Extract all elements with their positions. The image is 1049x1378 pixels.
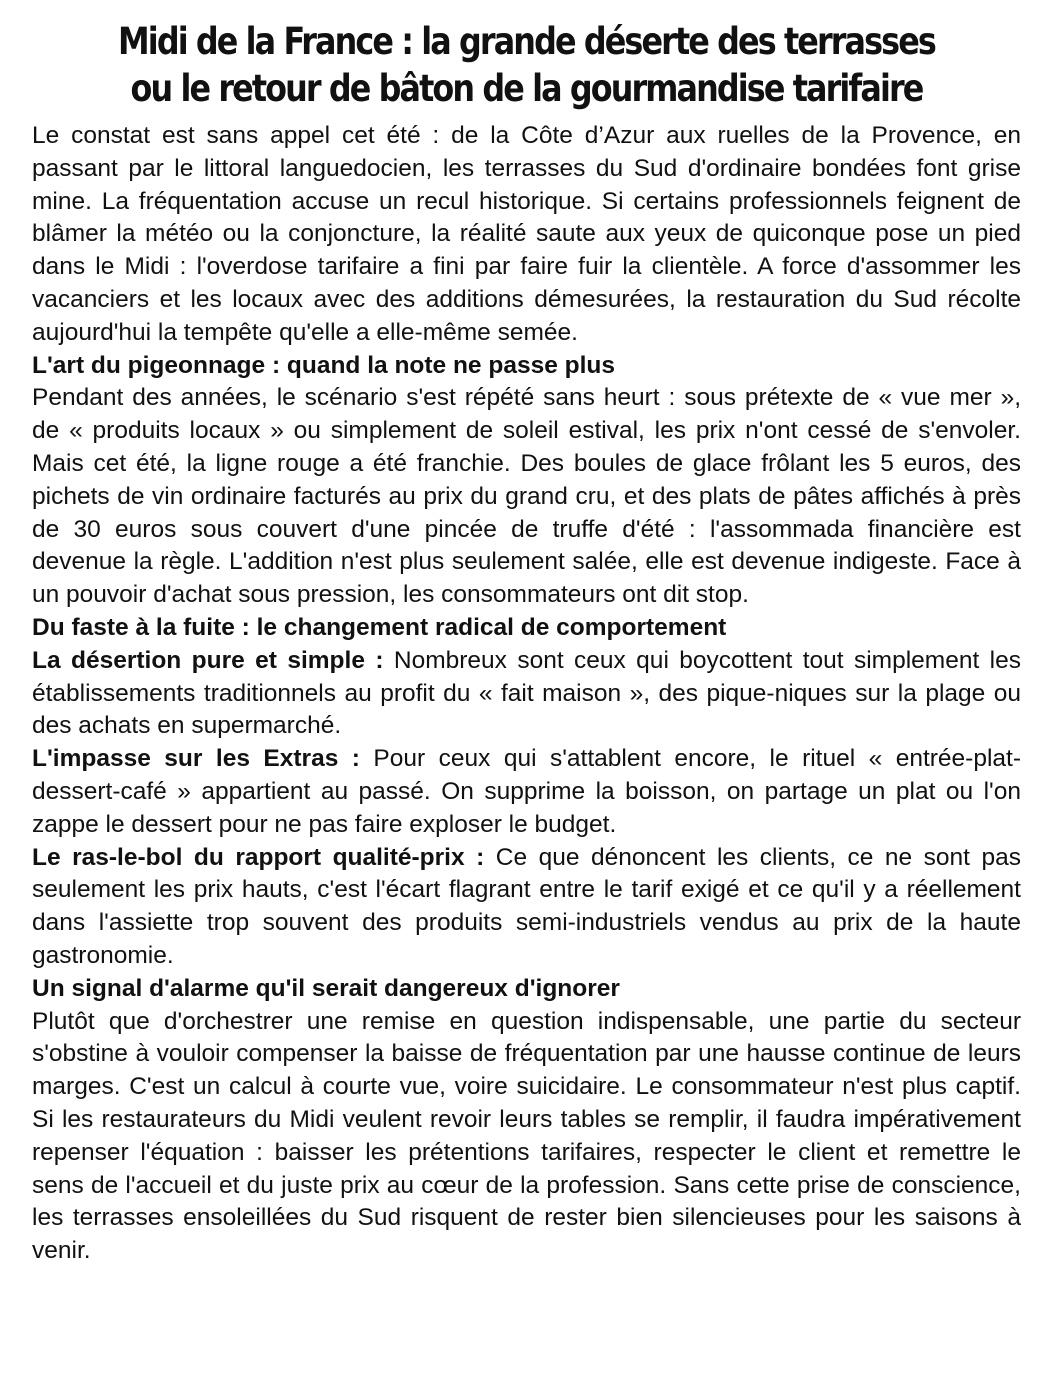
list-item-desertion [32, 645, 1021, 743]
section-heading-comportement: Du faste à la fuite : le changement radical de comportement [32, 613, 727, 641]
list-item-lead: L'impasse sur les Extras : [32, 745, 360, 773]
list-item-text: Nombreux sont ceux qui boycottent tout simplement les établissements traditionnels au profit du « fait maison », des pique-niques sur la plage ou des achats en supermarché. [32, 646, 1021, 740]
section-paragraph-signal: Plutôt que d'orchestrer une remise en question indispensable, une partie du secteur s'obstine à vouloir compenser la baisse de fréquentation par une hausse continue de leurs marges. C'est un calcul à courte vue, voire suicidaire. Le consommateur n'est plus captif. Si les restaurateurs du Midi veulent revoir leurs tables se remplir, il faudra impérativement repenser l'équation : baisser les prétentions tarifaires, respecter le client et remettre le sens de l'accueil et du juste prix au cœur de la profession. Sans cette prise de conscience, les terrasses ensoleillées du Sud risquent de rester bien silencieuses pour les saisons à venir. [32, 1007, 1021, 1265]
list-item-text: Pour ceux qui s'attablent encore, le rituel « entrée-plat-dessert-café » appartient au passé. On supprime la boisson, on partage un plat ou l'on zappe le dessert pour ne pas faire exploser le budget. [32, 745, 1021, 838]
list-item-text: Ce que dénoncent les clients, ce ne sont pas seulement les prix hauts, c'est l'écart flagrant entre le tarif exigé et ce qu'il y a réellement dans l'assiette trop souvent des produits semi-industriels vendus au prix de la haute gastronomie. [32, 843, 1021, 969]
list-item-lead: La désertion pure et simple : [32, 646, 384, 674]
intro-paragraph: Le constat est sans appel cet été : de la Côte d’Azur aux ruelles de la Provence, en passant par le littoral languedocien, les terrasses du Sud d'ordinaire bondées font grise mine. La fréquentation accuse un recul historique. Si certains professionnels feignent de blâmer la météo ou la conjoncture, la réalité saute aux yeux de quiconque pose un pied dans le Midi : l'overdose tarifaire a fini par faire fuir la clientèle. A force d'assommer les vacanciers et les locaux avec des additions démesurées, la restauration du Sud récolte aujourd'hui la tempête qu'elle a elle-même semée. [32, 122, 1021, 346]
section-paragraph-pigeonnage: Pendant des années, le scénario s'est répété sans heurt : sous prétexte de « vue mer », de « produits locaux » ou simplement de soleil estival, les prix n'ont cessé de s'envoler. Mais cet été, la ligne rouge a été franchie. Des boules de glace frôlant les 5 euros, des pichets de vin ordinaire facturés au prix du grand cru, et des plats de pâtes affichés à près de 30 euros sous couvert d'une pincée de truffe d'été : l'assommada financière est devenue la règle. L'addition n'est plus seulement salée, elle est devenue indigeste. Face à un pouvoir d'achat sous pression, les consommateurs ont dit stop. [32, 384, 1021, 609]
article-body [32, 120, 1021, 1268]
section-heading-signal: Un signal d'alarme qu'il serait dangereux d'ignorer [32, 974, 620, 1002]
section-heading-pigeonnage: L'art du pigeonnage : quand la note ne passe plus [32, 351, 615, 379]
list-item-extras [32, 743, 1021, 841]
list-item-qualite-prix [32, 842, 1021, 973]
article-title [101, 18, 952, 112]
article-title-line-1: Midi de la France : la grande déserte des terrasses [118, 20, 935, 63]
article-title-line-2: ou le retour de bâton de la gourmandise tarifaire [130, 67, 923, 110]
list-item-lead: Le ras-le-bol du rapport qualité-prix : [32, 843, 485, 871]
